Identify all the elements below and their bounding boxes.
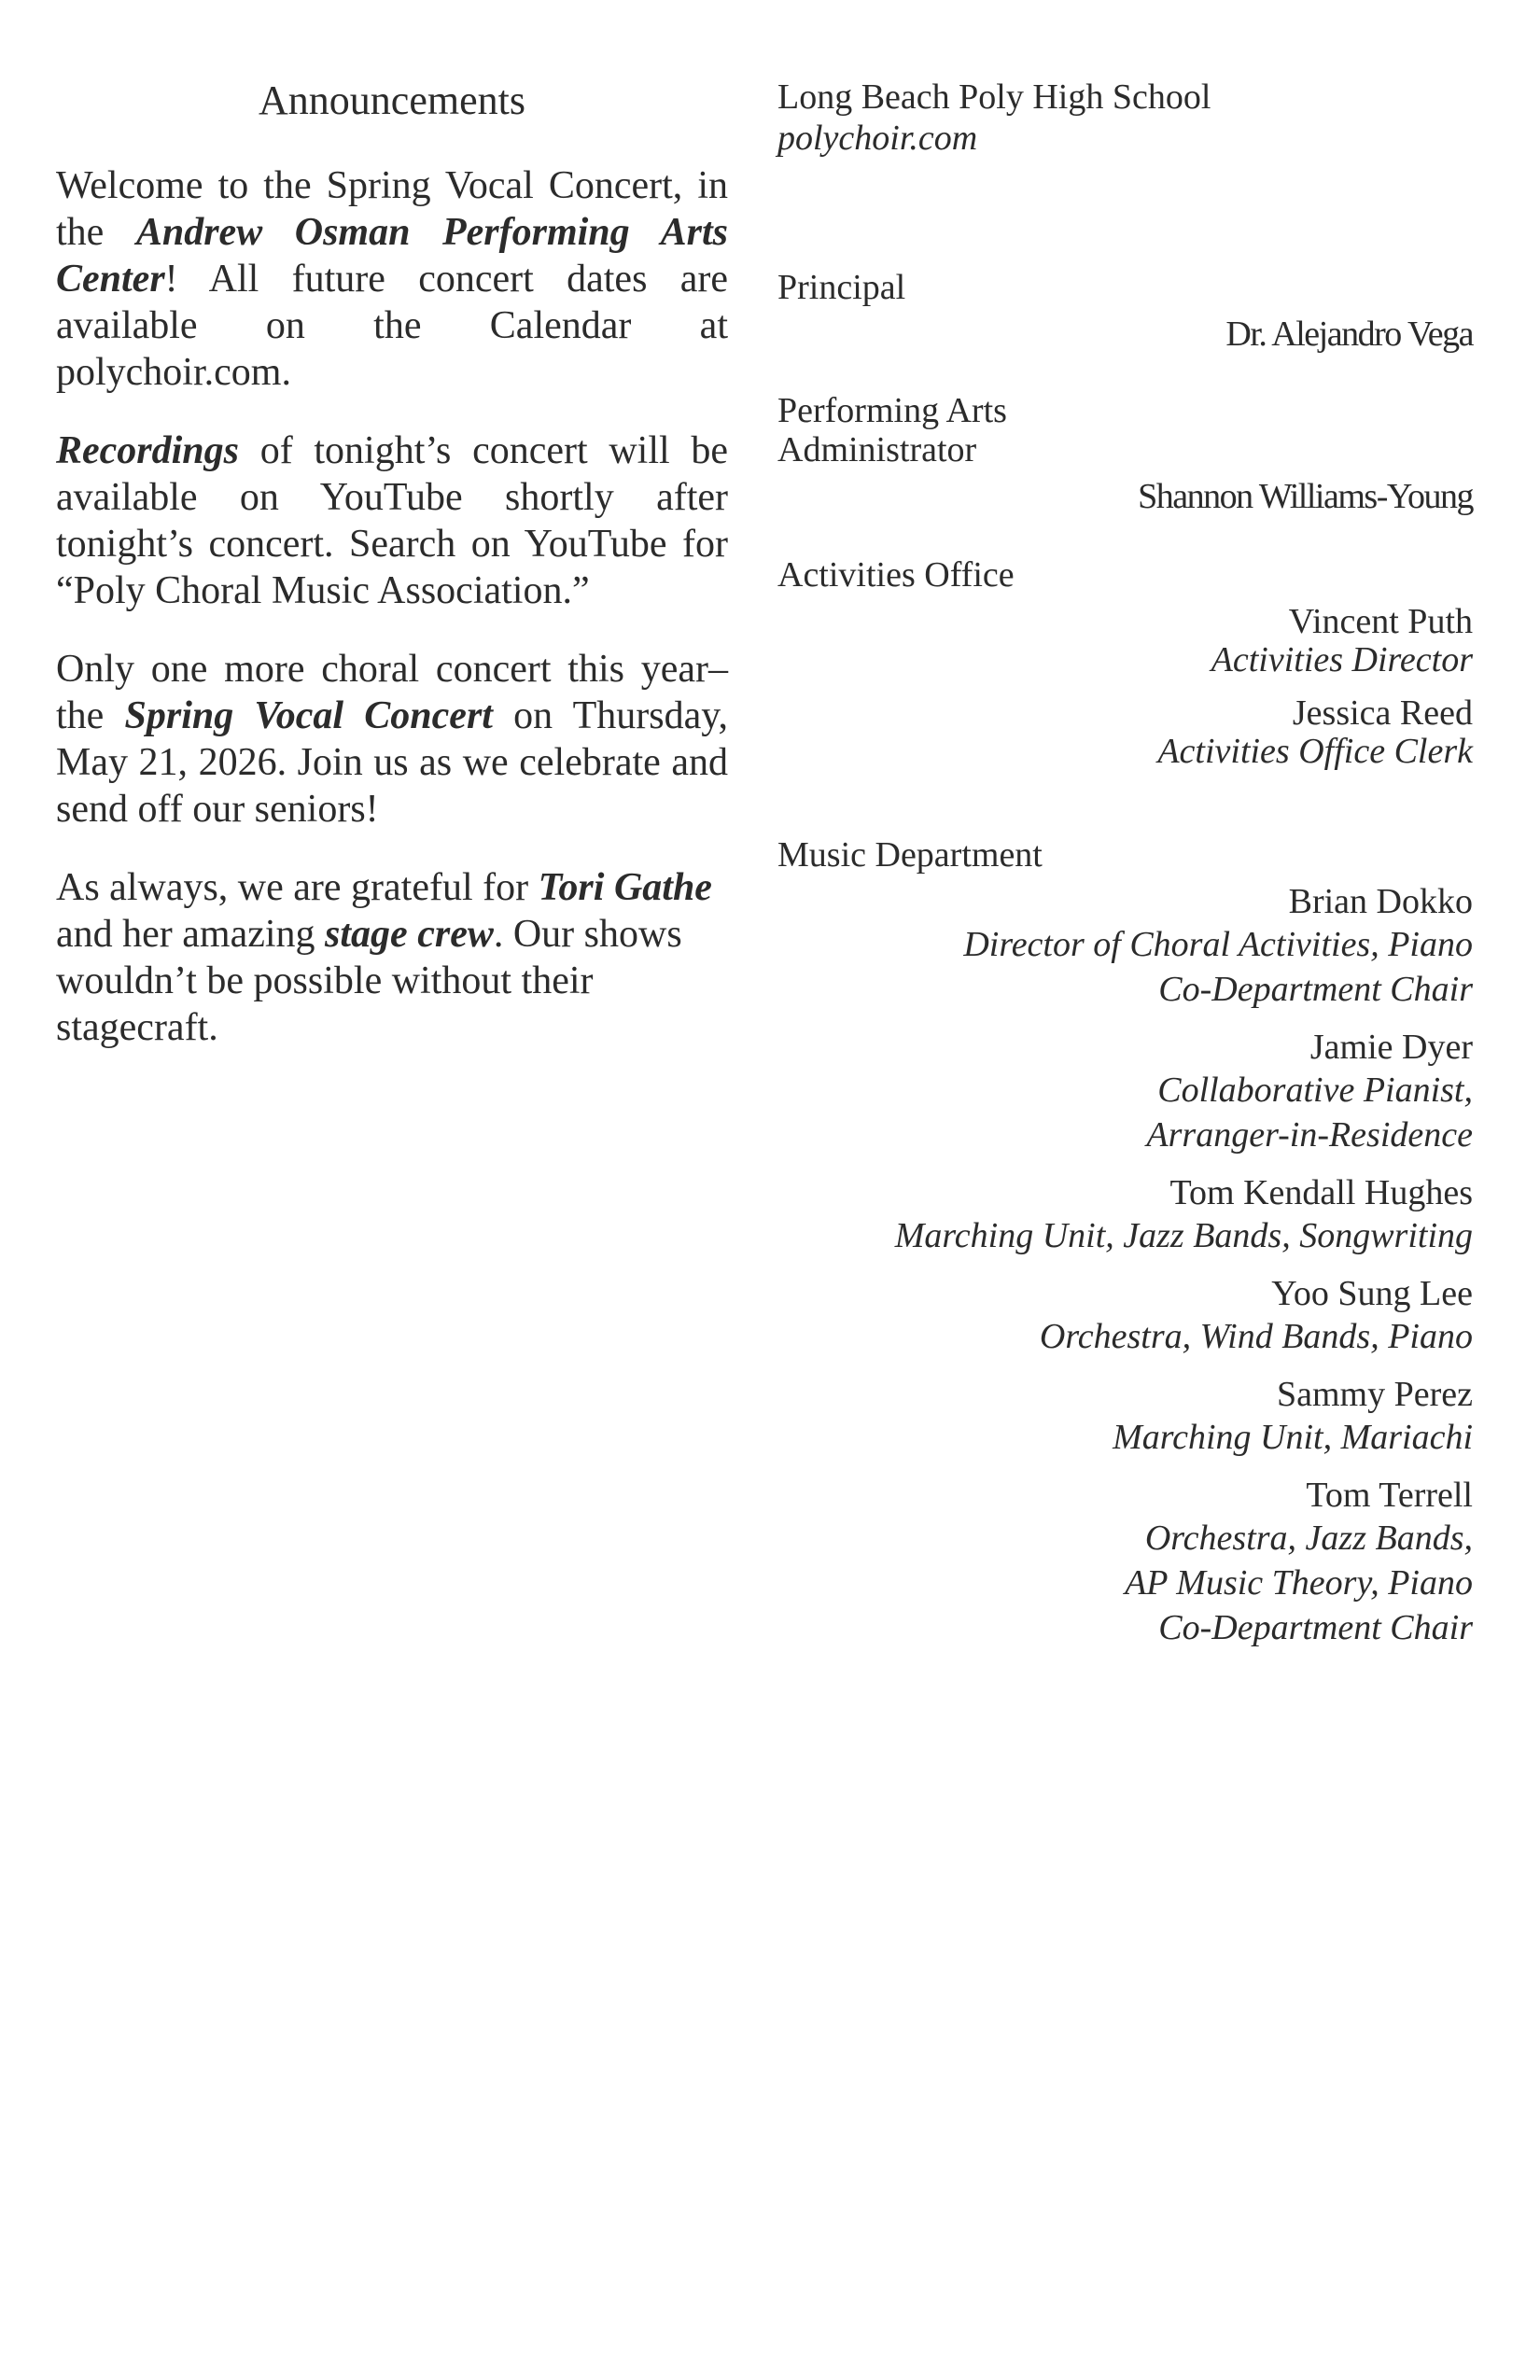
staff-name: Jamie Dyer [1309,1028,1473,1067]
staff-entry [777,1374,1473,1460]
announcements-column [56,77,728,1083]
staff-role: Activities Office Clerk [1157,732,1473,771]
school-website: polychoir.com [777,119,978,158]
staff-name: Tom Terrell [1306,1476,1473,1515]
staff-role: Co-Department Chair [1158,970,1473,1009]
staff-role: Arranger-in-Residence [1146,1115,1473,1155]
principal-entry [777,314,1473,355]
performing-arts-label [777,390,1473,469]
staff-role: Collaborative Pianist, [1157,1071,1473,1110]
announcement-text: Only one more choral concert this year–the [56,648,728,737]
music-department-label: Music Department [777,835,1043,875]
staff-role: Marching Unit, Jazz Bands, Songwriting [894,1216,1473,1255]
activities-label: Activities Office [777,555,1015,595]
announcement-text: As always, we are grateful for [56,866,539,909]
announcements-title: Announcements [259,77,525,123]
performing-arts-label-line2: Administrator [777,430,977,469]
staff-role: Marching Unit, Mariachi [1113,1418,1473,1457]
performing-arts-entry [777,476,1473,517]
announcement-text: of tonight’s concert will be available on YouTube shortly after tonight’s concert. Search on YouTube for “Poly Choral Music Association.” [56,429,728,612]
staff-entry [777,1172,1473,1258]
announcement-text: Welcome to the Spring Vocal Concert, in the [56,164,728,254]
crew-lead-name: Tori Gathe [538,866,712,909]
staff-role: Orchestra, Wind Bands, Piano [1039,1317,1473,1356]
announcement-text: and her amazing [56,913,326,956]
staff-entry [777,601,1473,678]
performing-arts-label-line1: Performing Arts [777,391,1007,430]
staff-name: Brian Dokko [1288,882,1473,921]
announcement-text: on Thursday, May 21, 2026. Join us as we celebrate and send off our seniors! [56,694,728,831]
staff-role: AP Music Theory, Piano [1125,1563,1473,1603]
staff-role: Orchestra, Jazz Bands, [1144,1519,1473,1558]
venue-name: Andrew Osman Performing Arts Center [56,211,728,301]
staff-entry [777,1027,1473,1157]
staff-name: Jessica Reed [1292,693,1473,733]
staff-name: Sammy Perez [1276,1375,1473,1414]
announcement-text: ! All future concert dates are available on the Calendar at polychoir.com. [56,258,728,394]
concert-name: Spring Vocal Concert [124,694,493,737]
principal-label: Principal [777,268,906,307]
announcement-next-concert [56,646,728,833]
principal-name: Dr. Alejandro Vega [1225,315,1473,354]
staff-column [777,77,1473,1650]
performing-arts-name: Shannon Williams-Young [1138,477,1473,516]
staff-name: Tom Kendall Hughes [1169,1173,1473,1212]
staff-role: Activities Director [1211,640,1473,679]
staff-name: Yoo Sung Lee [1271,1274,1473,1313]
staff-entry [777,1475,1473,1650]
recordings-highlight: Recordings [56,429,240,472]
staff-entry [777,693,1473,769]
announcement-recordings [56,427,728,614]
school-name: Long Beach Poly High School [777,77,1211,117]
staff-entry [777,881,1473,1012]
announcement-thanks [56,864,728,1051]
staff-name: Vincent Puth [1288,602,1473,641]
announcement-welcome [56,162,728,396]
staff-entry [777,1273,1473,1359]
staff-role: Co-Department Chair [1158,1608,1473,1647]
stage-crew-highlight: stage crew [325,913,494,956]
announcement-text: . Our shows wouldn’t be possible without their stagecraft. [56,913,682,1049]
staff-role: Director of Choral Activities, Piano [963,925,1473,964]
